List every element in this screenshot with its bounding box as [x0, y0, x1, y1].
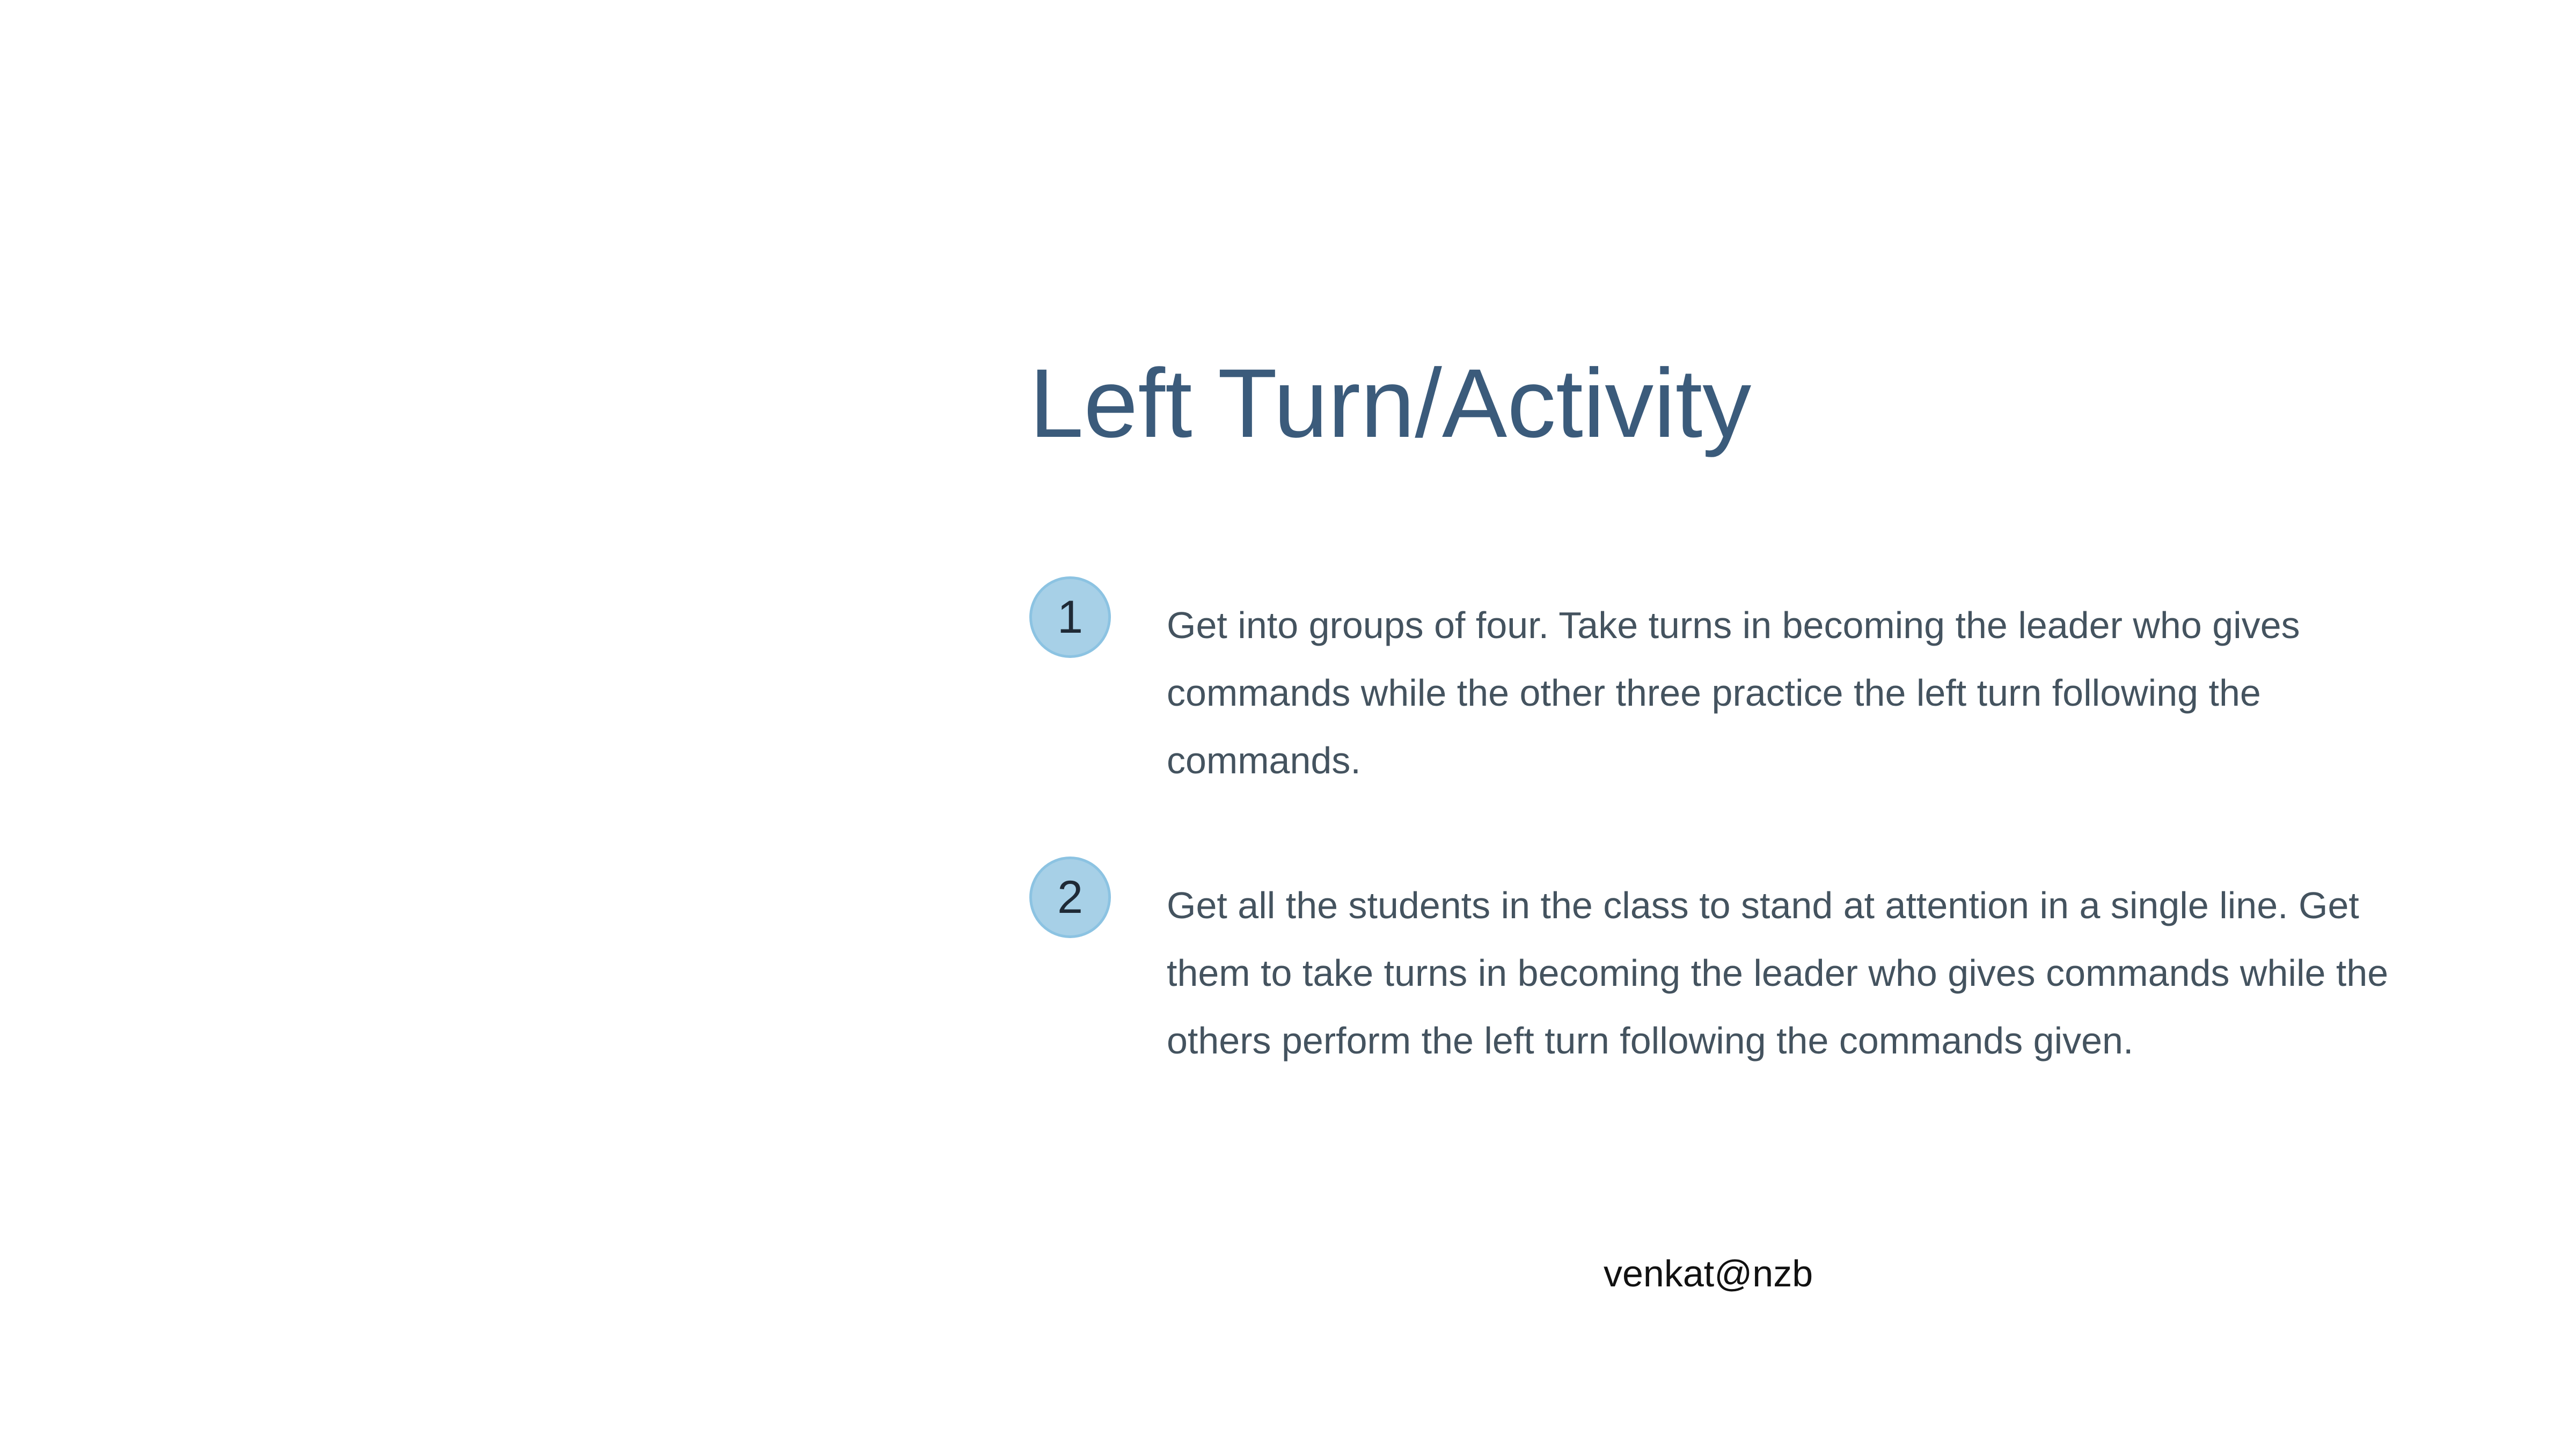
- slide-title: Left Turn/Activity: [1029, 348, 1752, 458]
- step-list: [1029, 574, 2478, 1135]
- step-text: Get into groups of four. Take turns in becoming the leader who gives commands while the other three practice the left turn following the commands.: [1167, 604, 2300, 781]
- step-text: Get all the students in the class to stand at attention in a single line. Get them to take turns in becoming the leader who gives commands while the others perform the left turn following the commands given.: [1167, 884, 2389, 1062]
- step-number-badge: 1: [1029, 576, 1111, 658]
- step-item: [1029, 574, 2478, 794]
- step-number-badge: 2: [1029, 857, 1111, 938]
- footer-author: venkat@nzb: [1604, 1253, 1813, 1294]
- step-item: [1029, 854, 2478, 1074]
